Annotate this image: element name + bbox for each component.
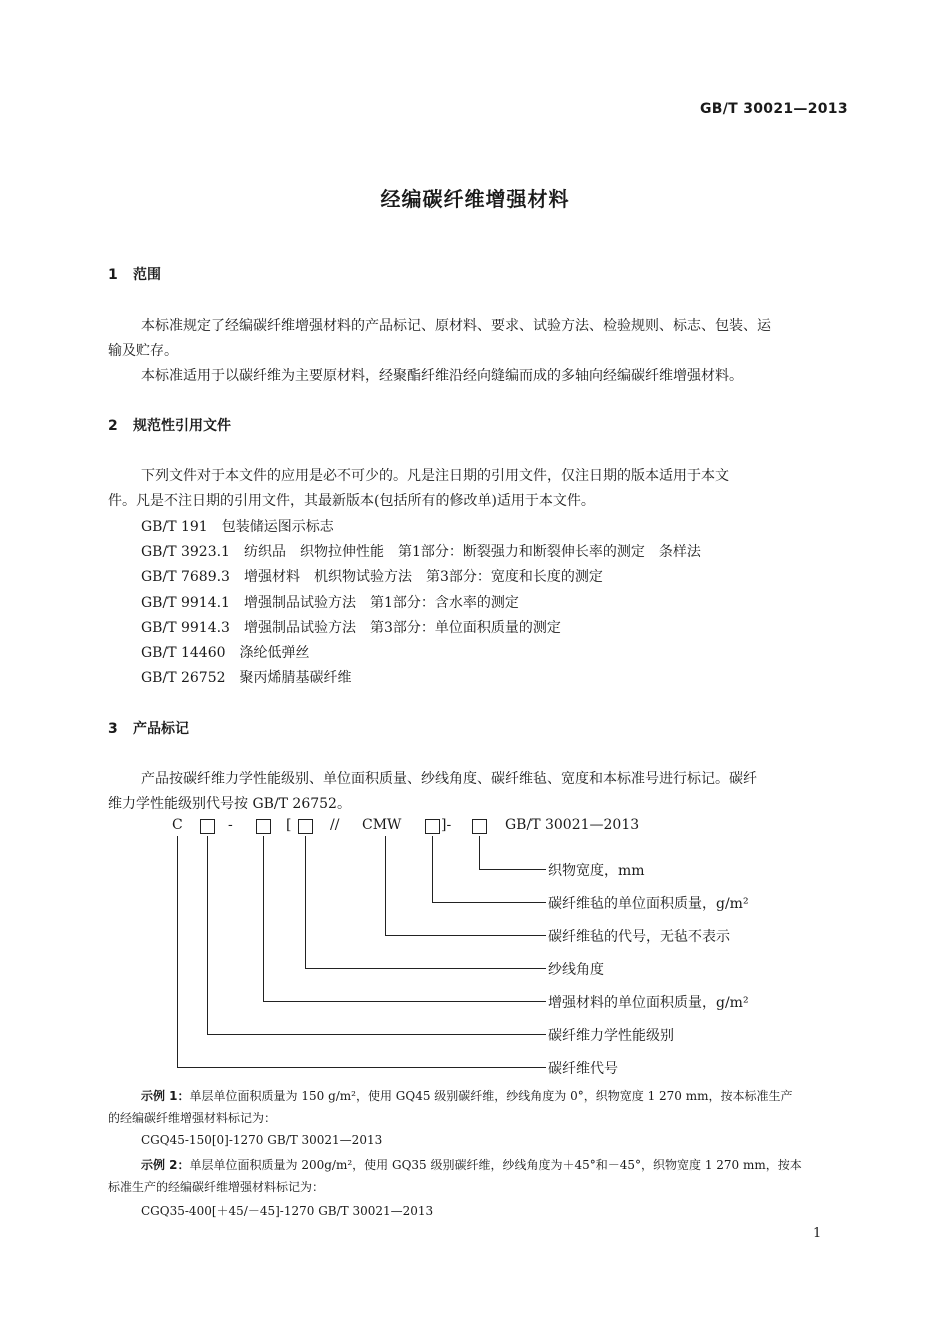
paragraph-continuation: 件。凡是不注日期的引用文件，其最新版本(包括所有的修改单)适用于本文件。 <box>108 493 595 509</box>
section-title: 规范性引用文件 <box>133 418 231 434</box>
reference-item: GB/T 3923.1 纺织品 织物拉伸性能 第1部分：断裂强力和断裂伸长率的测定 条样法 <box>141 544 701 560</box>
leader-line-code <box>177 1067 546 1068</box>
leader-line-code <box>177 836 178 1067</box>
document-title: 经编碳纤维增强材料 <box>380 187 570 211</box>
paragraph-continuation: 输及贮存。 <box>108 343 178 359</box>
example-label: 示例 2： <box>141 1158 190 1172</box>
section-title: 范围 <box>133 267 161 283</box>
example-2 <box>141 1156 802 1173</box>
formula-cmw: CMW <box>362 817 402 833</box>
reference-item: GB/T 7689.3 增强材料 机织物试验方法 第3部分：宽度和长度的测定 <box>141 569 603 585</box>
leader-line-mat-mass <box>432 902 546 903</box>
leader-line-width <box>479 836 480 869</box>
formula-c: C <box>172 817 183 833</box>
paragraph: 本标准适用于以碳纤维为主要原材料，经聚酯纤维沿经向缝编而成的多轴向经编碳纤维增强材料。 <box>141 368 743 384</box>
paragraph: 本标准规定了经编碳纤维增强材料的产品标记、原材料、要求、试验方法、检验规则、标志、包装、运 <box>141 318 771 334</box>
annotation-code: 碳纤维代号 <box>548 1061 618 1077</box>
leader-line-width <box>479 869 546 870</box>
formula-standard: GB/T 30021—2013 <box>505 817 640 833</box>
example-text: 单层单位面积质量为 200g/m²，使用 GQ35 级别碳纤维，纱线角度为＋45°和－45°，织物宽度 1 270 mm，按本 <box>189 1158 802 1172</box>
leader-line-mass <box>263 836 264 1001</box>
section-2-heading <box>108 415 231 435</box>
leader-line-grade <box>207 836 208 1034</box>
paragraph: 产品按碳纤维力学性能级别、单位面积质量、纱线角度、碳纤维毡、宽度和本标准号进行标记。碳纤 <box>141 771 757 787</box>
reference-item: GB/T 26752 聚丙烯腈基碳纤维 <box>141 670 352 686</box>
reference-item: GB/T 191 包装储运图示标志 <box>141 519 334 535</box>
section-3-heading <box>108 718 189 738</box>
section-title: 产品标记 <box>133 721 189 737</box>
leader-line-mat-code <box>385 935 546 936</box>
formula-dash: - <box>228 817 233 833</box>
reference-item: GB/T 9914.1 增强制品试验方法 第1部分：含水率的测定 <box>141 595 519 611</box>
page-number: 1 <box>813 1226 822 1241</box>
paragraph-continuation: 维力学性能级别代号按 GB/T 26752。 <box>108 796 351 812</box>
example-1-code: CGQ45-150[0]-1270 GB/T 30021—2013 <box>141 1133 383 1147</box>
leader-line-mat-mass <box>432 836 433 902</box>
annotation-mat-code: 碳纤维毡的代号，无毡不表示 <box>548 929 730 945</box>
example-text: 单层单位面积质量为 150 g/m²，使用 GQ45 级别碳纤维，纱线角度为 0°，织物宽度 1 270 mm，按本标准生产 <box>189 1089 793 1103</box>
leader-line-mass <box>263 1001 546 1002</box>
paragraph: 下列文件对于本文件的应用是必不可少的。凡是注日期的引用文件，仅注日期的版本适用于本文 <box>141 468 729 484</box>
reference-item: GB/T 9914.3 增强制品试验方法 第3部分：单位面积质量的测定 <box>141 620 561 636</box>
example-1 <box>141 1087 793 1104</box>
formula-slashes: // <box>330 817 340 833</box>
example-label: 示例 1： <box>141 1089 190 1103</box>
leader-line-grade <box>207 1034 546 1035</box>
section-number: 2 <box>108 418 118 434</box>
standard-number: GB/T 30021—2013 <box>700 101 848 117</box>
annotation-width: 织物宽度，mm <box>548 863 645 879</box>
leader-line-angle <box>305 836 306 968</box>
formula-right-bracket-dash: ]- <box>441 817 452 833</box>
annotation-grade: 碳纤维力学性能级别 <box>548 1028 674 1044</box>
leader-line-mat-code <box>385 836 386 935</box>
annotation-angle: 纱线角度 <box>548 962 604 978</box>
formula-left-bracket: [ <box>286 817 292 833</box>
section-1-heading <box>108 264 161 284</box>
example-2-code: CGQ35-400[＋45/－45]-1270 GB/T 30021—2013 <box>141 1204 434 1218</box>
reference-item: GB/T 14460 涤纶低弹丝 <box>141 645 310 661</box>
leader-line-angle <box>305 968 546 969</box>
section-number: 3 <box>108 721 118 737</box>
example-1-continuation: 的经编碳纤维增强材料标记为： <box>108 1111 277 1125</box>
section-number: 1 <box>108 267 118 283</box>
example-2-continuation: 标准生产的经编碳纤维增强材料标记为： <box>108 1180 325 1194</box>
annotation-mass: 增强材料的单位面积质量，g/m² <box>548 995 749 1011</box>
annotation-mat-mass: 碳纤维毡的单位面积质量，g/m² <box>548 896 749 912</box>
